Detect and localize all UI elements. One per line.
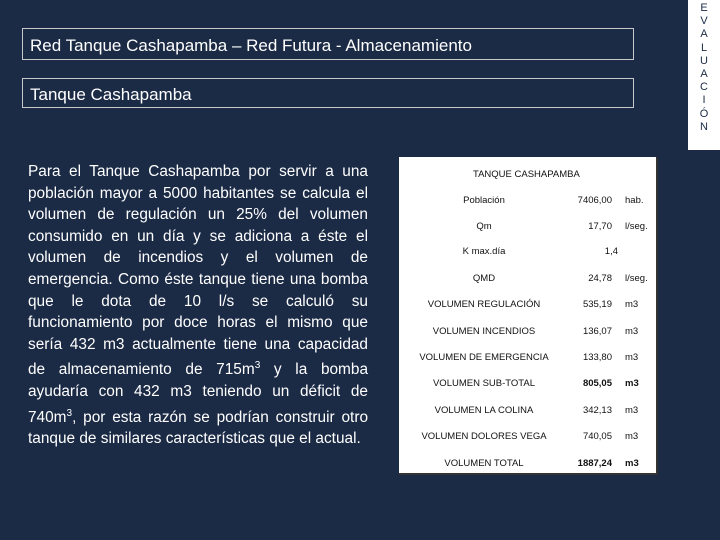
row-unit-poblacion: hab. xyxy=(625,195,644,206)
superscript-2: 3 xyxy=(66,407,73,419)
row-unit-total: m3 xyxy=(625,458,639,469)
row-unit-qm: l/seg. xyxy=(625,221,648,232)
row-value-qm: 17,70 xyxy=(588,221,612,232)
row-label-qmd: QMD xyxy=(472,273,496,284)
description-paragraph xyxy=(28,161,368,450)
row-value-poblacion: 7406,00 xyxy=(577,195,612,206)
side-letter: E xyxy=(700,2,708,14)
row-label-subtotal: VOLUMEN SUB-TOTAL xyxy=(432,378,536,389)
row-label-dolores-vega: VOLUMEN DOLORES VEGA xyxy=(421,431,547,442)
paragraph-text-3: , por esta razón se podrían construir otro tanque de similares características que el actual. xyxy=(28,408,368,448)
side-letter: L xyxy=(700,41,708,54)
side-letter: A xyxy=(700,28,708,41)
row-label-qm: Qm xyxy=(476,221,492,232)
row-label-colina: VOLUMEN LA COLINA xyxy=(434,405,534,416)
row-value-total: 1887,24 xyxy=(577,458,612,469)
row-value-colina: 342,13 xyxy=(582,405,612,416)
side-letter: I xyxy=(702,94,706,107)
paragraph-text-2: y la bomba ayudaría con 432 m3 teniendo un déficit de 740m xyxy=(28,361,368,426)
row-value-dolores-vega: 740,05 xyxy=(582,431,612,442)
row-value-qmd: 24,78 xyxy=(588,273,612,284)
row-value-incendios: 136,07 xyxy=(582,326,612,337)
row-unit-qmd: l/seg. xyxy=(625,273,648,284)
row-unit-dolores-vega: m3 xyxy=(625,431,639,442)
side-letter: U xyxy=(700,54,708,67)
row-value-kmax: 1,4 xyxy=(604,246,618,257)
row-unit-regulacion: m3 xyxy=(625,299,639,310)
row-label-emergencia: VOLUMEN DE EMERGENCIA xyxy=(419,352,549,363)
row-label-kmax: K max.día xyxy=(462,246,506,257)
side-letter: C xyxy=(700,81,708,94)
row-label-total: VOLUMEN TOTAL xyxy=(444,458,524,469)
page-subtitle: Tanque Cashapamba xyxy=(22,78,634,108)
row-label-incendios: VOLUMEN INCENDIOS xyxy=(432,326,536,337)
row-label-regulacion: VOLUMEN REGULACIÓN xyxy=(427,299,541,310)
superscript-1: 3 xyxy=(254,360,261,372)
row-value-emergencia: 133,80 xyxy=(582,352,612,363)
row-value-subtotal: 805,05 xyxy=(582,378,612,389)
row-unit-colina: m3 xyxy=(625,405,639,416)
vertical-side-label xyxy=(688,0,720,150)
side-letter: A xyxy=(700,68,708,81)
row-value-regulacion: 535,19 xyxy=(582,299,612,310)
row-unit-incendios: m3 xyxy=(625,326,639,337)
side-letter: V xyxy=(700,15,708,28)
row-unit-subtotal: m3 xyxy=(625,378,639,389)
table-header: TANQUE CASHAPAMBA xyxy=(473,169,580,180)
page-title: Red Tanque Cashapamba – Red Futura - Almacenamiento xyxy=(22,28,634,60)
side-letter: Ó xyxy=(699,107,709,120)
side-letter: N xyxy=(700,120,708,133)
row-label-poblacion: Población xyxy=(463,195,505,206)
row-unit-emergencia: m3 xyxy=(625,352,639,363)
data-table xyxy=(399,157,658,475)
paragraph-text-1: Para el Tanque Cashapamba por servir a una población mayor a 5000 habitantes se calcula el volumen de regulación un 25% del volumen consumido en un día y se adiciona a éste el volumen de incendios y el volumen de emergencia. Como éste tanque tiene una bomba que le dota de 10 l/s se calculó su funcionamiento por doce horas el mismo que sería 432 m3 actualmente tiene una capacidad de almacenamiento de 715m xyxy=(28,163,368,379)
